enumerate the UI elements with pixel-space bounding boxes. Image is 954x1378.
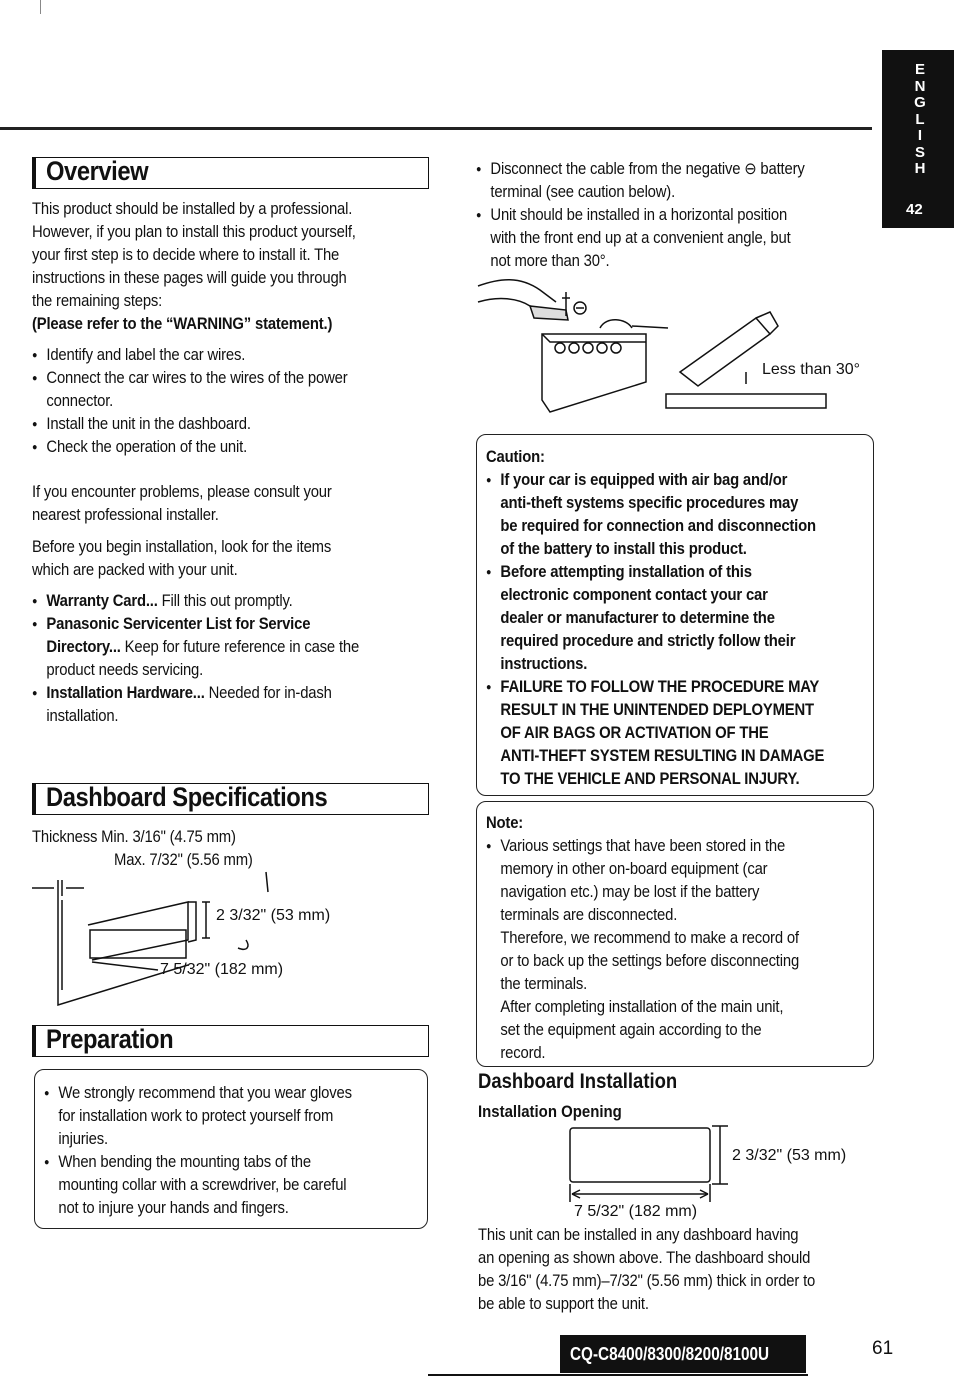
language-tab-letter: E xyxy=(914,61,925,78)
packed-item-cont: Directory... Keep for future reference in case the xyxy=(46,638,360,656)
prep-line: ● We strongly recommend that you wear gloves xyxy=(44,1082,431,1105)
caution-line: be required for connection and disconnection xyxy=(500,517,816,535)
language-tab-letter: I xyxy=(917,127,923,144)
problems-line: If you encounter problems, please consult your xyxy=(32,483,332,501)
installation-opening-diagram xyxy=(560,1122,860,1222)
intro-line: However, if you plan to install this product yourself, xyxy=(32,223,356,241)
install-body-line: be 3/16" (4.75 mm)–7/32" (5.56 mm) thick in order to xyxy=(478,1272,816,1290)
before-line: which are packed with your unit. xyxy=(32,561,238,579)
prep-line: not to injure your hands and fingers. xyxy=(58,1199,289,1217)
caution-line: ANTI-THEFT SYSTEM RESULTING IN DAMAGE xyxy=(500,747,825,765)
caution-title: Caution: xyxy=(486,448,545,466)
caution-line: of the battery to install this product. xyxy=(500,540,747,558)
note-line: memory in other on-board equipment (car xyxy=(500,860,768,878)
caution-text xyxy=(486,446,882,791)
dashboard-spec-diagram xyxy=(28,870,348,1010)
note-line: After completing installation of the main unit, xyxy=(500,998,784,1016)
packed-item-cont: installation. xyxy=(46,707,119,725)
bottom-rule xyxy=(428,1374,808,1376)
thickness-min: Thickness Min. 3/16" (4.75 mm) xyxy=(32,828,236,846)
disconnect-line: terminal (see caution below). xyxy=(490,183,676,201)
model-number: CQ-C8400/8300/8200/8100U xyxy=(570,1344,770,1364)
packed-item: ● Panasonic Servicenter List for Service xyxy=(32,613,428,636)
angle-label: Less than 30° xyxy=(762,361,861,378)
language-tab-letter: G xyxy=(914,94,926,111)
preparation-text xyxy=(44,1082,431,1220)
caution-line: ● Before attempting installation of this xyxy=(486,561,882,584)
spec-height-label: 2 3/32" (53 mm) xyxy=(216,907,331,924)
intro-line: the remaining steps: xyxy=(32,292,163,310)
prep-line: mounting collar with a screwdriver, be careful xyxy=(58,1176,347,1194)
step-item: ● Install the unit in the dashboard. xyxy=(32,413,428,436)
packed-item-cont: product needs servicing. xyxy=(46,661,204,679)
install-body-line: an opening as shown above. The dashboard should xyxy=(478,1249,811,1267)
preparation-heading-box xyxy=(32,1025,429,1057)
caution-line: OF AIR BAGS OR ACTIVATION OF THE xyxy=(500,724,769,742)
note-line: record. xyxy=(500,1044,546,1062)
prep-line: for installation work to protect yourself from xyxy=(58,1107,334,1125)
dashboard-install-body xyxy=(478,1224,874,1316)
language-tab-letters xyxy=(910,62,930,178)
caution-line: TO THE VEHICLE AND PERSONAL INJURY. xyxy=(500,770,800,788)
top-rule xyxy=(0,127,872,130)
right-top-text xyxy=(476,158,872,273)
intro-line: This product should be installed by a professional. xyxy=(32,200,353,218)
overview-title: Overview xyxy=(46,156,149,186)
problems-line: nearest professional installer. xyxy=(32,506,219,524)
packed-item: ● Warranty Card... Fill this out promptly. xyxy=(32,590,428,613)
note-line: navigation etc.) may be lost if the battery xyxy=(500,883,760,901)
battery-angle-illustration xyxy=(470,272,880,422)
caution-line: ● FAILURE TO FOLLOW THE PROCEDURE MAY xyxy=(486,676,882,699)
note-text xyxy=(486,812,882,1065)
language-tab-letter: N xyxy=(914,77,926,95)
page-number: 61 xyxy=(872,1338,894,1359)
dashboard-specs-heading-box xyxy=(32,783,429,815)
language-tab-letter: S xyxy=(914,143,925,161)
note-title: Note: xyxy=(486,814,524,832)
position-line: not more than 30°. xyxy=(490,252,610,270)
install-body-line: This unit can be installed in any dashboard having xyxy=(478,1226,799,1244)
dashboard-specs-title: Dashboard Specifications xyxy=(46,782,328,812)
dashboard-install-title: Dashboard Installation xyxy=(478,1070,678,1093)
language-tab xyxy=(882,50,954,228)
intro-line: instructions in these pages will guide you through xyxy=(32,269,347,287)
position-line: ● Unit should be installed in a horizontal position xyxy=(476,204,872,227)
language-tab-page: 42 xyxy=(906,201,923,218)
warning-reference: (Please refer to the “WARNING” statement.) xyxy=(32,315,333,333)
preparation-title: Preparation xyxy=(46,1024,174,1054)
prep-line: ● When bending the mounting tabs of the xyxy=(44,1151,431,1174)
overview-intro xyxy=(32,198,428,728)
note-line: ● Various settings that have been stored in the xyxy=(486,835,882,858)
caution-line: dealer or manufacturer to determine the xyxy=(500,609,775,627)
language-tab-letter: H xyxy=(914,160,926,177)
step-item: ● Check the operation of the unit. xyxy=(32,436,428,459)
note-line: or to back up the settings before disconnecting xyxy=(500,952,800,970)
step-item: ● Connect the car wires to the wires of the power xyxy=(32,367,428,390)
packed-item: ● Installation Hardware... Needed for in-dash xyxy=(32,682,428,705)
prep-line: injuries. xyxy=(58,1130,108,1148)
note-line: the terminals. xyxy=(500,975,588,993)
caution-line: ● If your car is equipped with air bag and/or xyxy=(486,469,882,492)
top-tick xyxy=(40,0,41,14)
caution-line: instructions. xyxy=(500,655,588,673)
opening-width-label: 7 5/32" (182 mm) xyxy=(574,1203,698,1220)
intro-line: your first step is to decide where to install it. The xyxy=(32,246,340,264)
step-item: ● Identify and label the car wires. xyxy=(32,344,428,367)
opening-height-label: 2 3/32" (53 mm) xyxy=(732,1147,847,1164)
position-line: with the front end up at a convenient angle, but xyxy=(490,229,791,247)
overview-heading-box xyxy=(32,157,429,189)
before-line: Before you begin installation, look for the items xyxy=(32,538,332,556)
step-item-cont: connector. xyxy=(46,392,114,410)
note-line: Therefore, we recommend to make a record of xyxy=(500,929,799,947)
caution-line: RESULT IN THE UNINTENDED DEPLOYMENT xyxy=(500,701,814,719)
language-tab-letter: L xyxy=(915,110,925,128)
note-line: set the equipment again according to the xyxy=(500,1021,762,1039)
caution-line: required procedure and strictly follow their xyxy=(500,632,796,650)
disconnect-line: ● Disconnect the cable from the negative ⊖ battery xyxy=(476,158,872,181)
install-body-line: be able to support the unit. xyxy=(478,1295,649,1313)
note-line: terminals are disconnected. xyxy=(500,906,678,924)
thickness-max: Max. 7/32" (5.56 mm) xyxy=(114,851,253,869)
caution-line: electronic component contact your car xyxy=(500,586,768,604)
installation-opening-subtitle: Installation Opening xyxy=(478,1102,622,1121)
caution-line: anti-theft systems specific procedures may xyxy=(500,494,799,512)
model-badge xyxy=(560,1335,806,1373)
spec-width-label: 7 5/32" (182 mm) xyxy=(160,961,284,978)
